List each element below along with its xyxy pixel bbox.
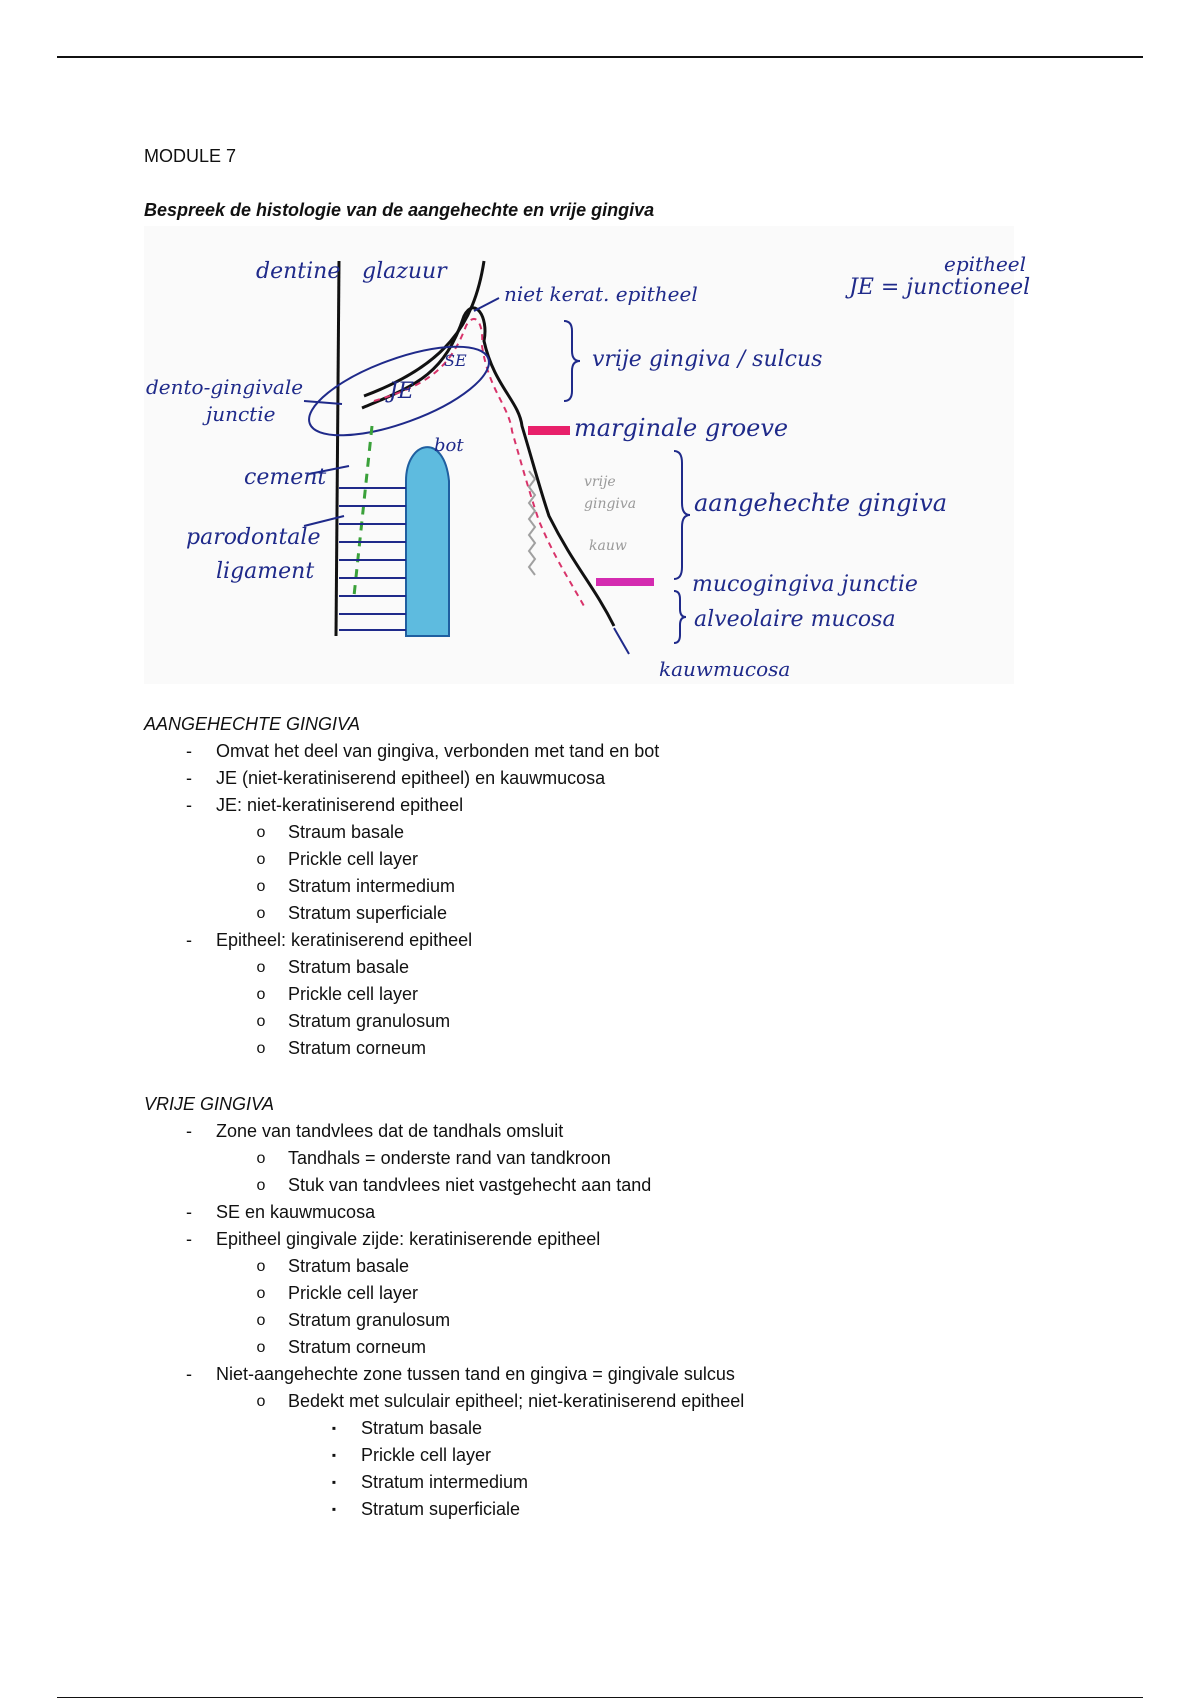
label-glazuur: glazuur (362, 259, 447, 284)
label-alveolaire-mucosa: alveolaire mucosa (694, 607, 896, 632)
label-dento-gingivale: dento-gingivale (146, 375, 304, 399)
list-item-text: Stratum granulosum (288, 1310, 451, 1330)
label-mucogingiva-junctie: mucogingiva junctie (692, 572, 918, 597)
list-item-text: Prickle cell layer (288, 1283, 419, 1303)
list-marker: o (256, 986, 266, 1003)
bone-shape (406, 447, 449, 636)
brace-vrije (564, 321, 580, 401)
list-marker: o (256, 1312, 266, 1329)
list-item (144, 1172, 1144, 1199)
list-item (144, 1145, 1144, 1172)
label-je-func-2: epitheel (944, 252, 1027, 276)
list-item (144, 1199, 1144, 1226)
list-item (144, 819, 1144, 846)
label-bot: bot (434, 435, 464, 456)
list-marker: o (256, 878, 266, 895)
list-marker: o (256, 905, 266, 922)
question-heading: Bespreek de histologie van de aangehechte en vrije gingiva (144, 200, 655, 220)
list-item-text: Stratum superficiale (288, 903, 448, 923)
list-marker: - (186, 930, 192, 950)
list-marker: - (186, 1364, 192, 1384)
list-item (144, 954, 1144, 981)
list-marker: o (256, 851, 266, 868)
list-item (144, 1226, 1144, 1253)
list-item-text: Stuk van tandvlees niet vastgehecht aan tand (288, 1175, 652, 1195)
list-item-text: JE (niet-keratiniserend epitheel) en kauwmucosa (216, 768, 606, 788)
list-marker: ▪ (331, 1475, 337, 1489)
list-item-text: Epitheel gingivale zijde: keratiniserende epitheel (216, 1229, 601, 1249)
list-marker: - (186, 1202, 192, 1222)
list-item-text: Omvat het deel van gingiva, verbonden met tand en bot (216, 741, 660, 761)
label-kauw-small: kauw (589, 538, 627, 554)
list-item-text: Zone van tandvlees dat de tandhals omsluit (216, 1121, 564, 1141)
label-gingiva-small: gingiva (584, 496, 637, 512)
label-je: JE (389, 379, 414, 404)
list-marker: o (256, 1285, 266, 1302)
list-marker: - (186, 1121, 192, 1141)
list-item (144, 1496, 1144, 1523)
label-je-func: JE = junctioneel (849, 275, 1031, 300)
label-parodontale: parodontale (186, 525, 321, 550)
arrow-niet-kerat (474, 298, 499, 311)
list-item (144, 1280, 1144, 1307)
label-kauwmucosa: kauwmucosa (659, 657, 791, 681)
list-item-text: Stratum basale (288, 957, 410, 977)
mucogingival-mark (596, 578, 654, 586)
list-item-text: Stratum corneum (288, 1038, 427, 1058)
label-junctie: junctie (206, 402, 276, 426)
brace-alveolaire (674, 591, 686, 643)
list-item (144, 900, 1144, 927)
list-item (144, 1442, 1144, 1469)
tooth-line (336, 261, 339, 636)
label-vrije-gingiva: vrije gingiva / sulcus (592, 347, 823, 372)
list-item-text: Prickle cell layer (288, 984, 419, 1004)
list-item (144, 1361, 1144, 1388)
list-item (144, 1388, 1144, 1415)
section-title: VRIJE GINGIVA (144, 1094, 275, 1114)
list-marker: ▪ (331, 1448, 337, 1462)
list-item (144, 1008, 1144, 1035)
list-item-text: Straum basale (288, 822, 405, 842)
list-item (144, 738, 1144, 765)
section-vrije-gingiva (144, 1090, 1144, 1523)
list-item (144, 1118, 1144, 1145)
list-item-text: Prickle cell layer (361, 1445, 492, 1465)
wavy-line (529, 471, 535, 575)
list-marker: o (256, 1040, 266, 1057)
list-item (144, 1253, 1144, 1280)
marginal-groove-mark (528, 426, 570, 435)
list-marker: - (186, 768, 192, 788)
list-marker: o (256, 1013, 266, 1030)
list-item-text: Niet-aangehechte zone tussen tand en gingiva = gingivale sulcus (216, 1364, 735, 1384)
bullet-list (144, 1118, 1144, 1523)
cement-line (354, 426, 372, 596)
list-item (144, 1307, 1144, 1334)
list-marker: o (256, 959, 266, 976)
ligament-fibers (339, 488, 406, 630)
list-item-text: Prickle cell layer (288, 849, 419, 869)
list-item (144, 1469, 1144, 1496)
section-title: AANGEHECHTE GINGIVA (144, 714, 361, 734)
module-label: MODULE 7 (144, 146, 237, 166)
list-marker: - (186, 795, 192, 815)
list-item-text: Stratum corneum (288, 1337, 427, 1357)
list-item-text: Bedekt met sulculair epitheel; niet-keratiniserend epitheel (288, 1391, 745, 1411)
list-marker: o (256, 1177, 266, 1194)
list-item-text: Stratum intermedium (361, 1472, 529, 1492)
list-item-text: Stratum superficiale (361, 1499, 521, 1519)
arrow-dento (304, 401, 342, 404)
label-aangehechte-gingiva: aangehechte gingiva (694, 489, 948, 517)
list-item-text: SE en kauwmucosa (216, 1202, 376, 1222)
list-item (144, 792, 1144, 819)
list-item (144, 765, 1144, 792)
arrow-kauwmucosa (614, 628, 629, 654)
list-item-text: Tandhals = onderste rand van tandkroon (288, 1148, 611, 1168)
list-item-text: JE: niet-keratiniserend epitheel (216, 795, 464, 815)
list-item (144, 927, 1144, 954)
list-item-text: Stratum basale (361, 1418, 483, 1438)
list-marker: o (256, 1258, 266, 1275)
list-item (144, 1415, 1144, 1442)
list-item-text: Stratum intermedium (288, 876, 456, 896)
header-rule (57, 56, 1143, 58)
label-vrije-small: vrije (584, 474, 616, 490)
label-cement: cement (244, 465, 327, 490)
list-marker: ▪ (331, 1421, 337, 1435)
list-marker: ▪ (331, 1502, 337, 1516)
list-item-text: Stratum basale (288, 1256, 410, 1276)
list-marker: o (256, 1393, 266, 1410)
list-marker: - (186, 741, 192, 761)
list-item (144, 981, 1144, 1008)
list-item-text: Epitheel: keratiniserend epitheel (216, 930, 473, 950)
list-marker: o (256, 1150, 266, 1167)
list-marker: - (186, 1229, 192, 1249)
label-ligament: ligament (216, 559, 315, 584)
list-item (144, 1035, 1144, 1062)
list-item-text: Stratum granulosum (288, 1011, 451, 1031)
footer-rule (57, 1697, 1143, 1698)
gingiva-sketch (144, 226, 1031, 684)
label-niet-kerat: niet kerat. epitheel (504, 282, 698, 306)
brace-aangehechte (674, 451, 690, 579)
list-marker: o (256, 824, 266, 841)
bullet-list (144, 738, 1144, 1062)
histology-drawing (144, 226, 1031, 684)
list-item (144, 846, 1144, 873)
list-marker: o (256, 1339, 266, 1356)
list-item (144, 1334, 1144, 1361)
label-dentine: dentine (256, 259, 341, 284)
list-item (144, 873, 1144, 900)
label-marginale-groeve: marginale groeve (574, 414, 789, 442)
section-aangehechte-gingiva (144, 710, 1144, 1062)
label-se: SE (444, 351, 467, 370)
